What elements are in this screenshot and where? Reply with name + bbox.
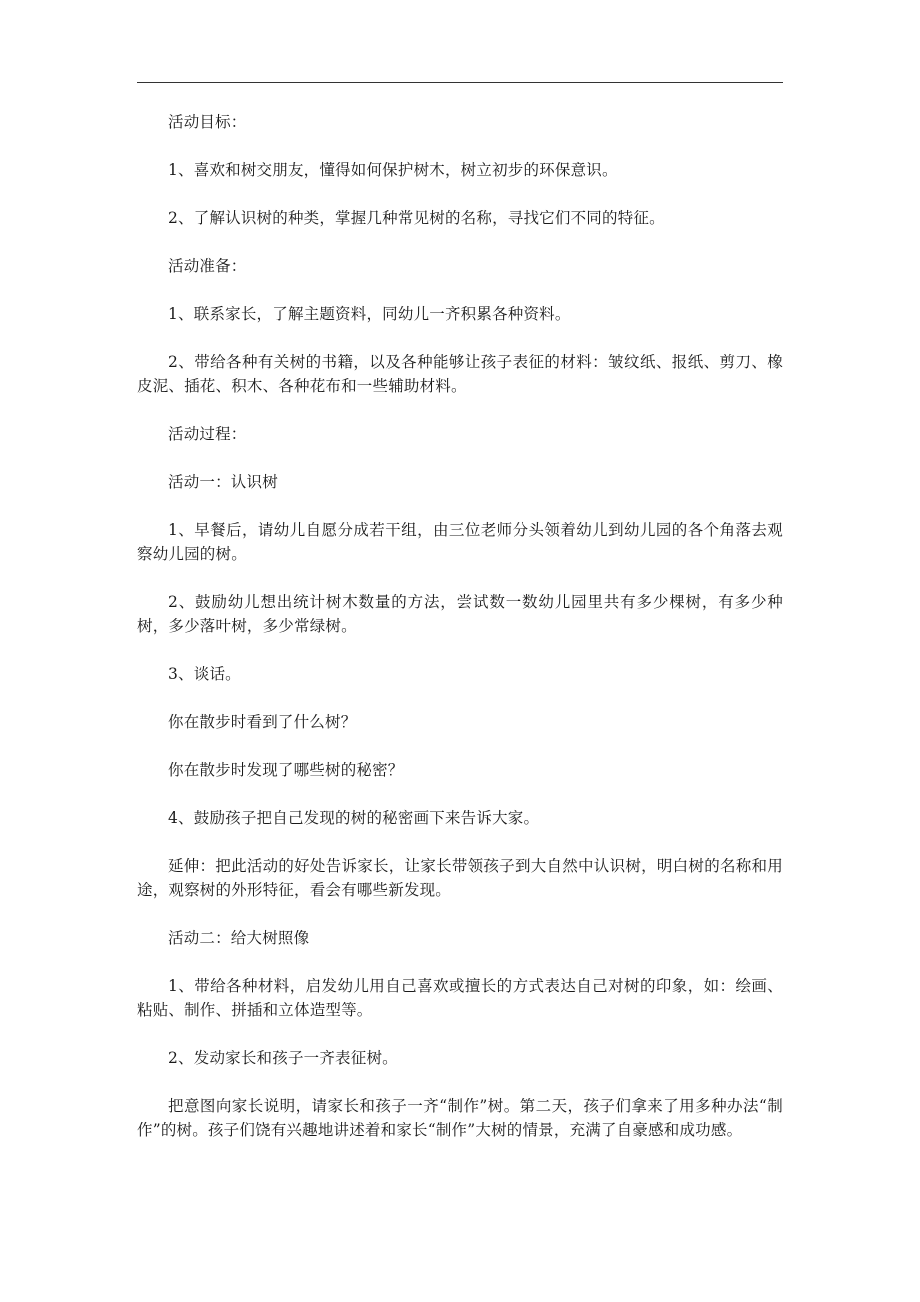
paragraph: 1、带给各种材料，启发幼儿用自己喜欢或擅长的方式表达自己对树的印象，如：绘画、粘贴、制作、拼插和立体造型等。: [137, 977, 783, 1019]
section-heading-preparation: 活动准备：: [168, 257, 247, 275]
paragraph: 2、发动家长和孩子一齐表征树。: [168, 1049, 398, 1067]
activity-heading-2: 活动二：给大树照像: [168, 929, 310, 947]
paragraph: 你在散步时看到了什么树？: [168, 713, 357, 731]
paragraph: 延伸：把此活动的好处告诉家长，让家长带领孩子到大自然中认识树，明白树的名称和用途，观察树的外形特征，看会有哪些新发现。: [137, 857, 783, 899]
paragraph: 2、了解认识树的种类，掌握几种常见树的名称，寻找它们不同的特征。: [168, 209, 665, 227]
header-rule: [137, 82, 783, 83]
paragraph: 4、鼓励孩子把自己发现的树的秘密画下来告诉大家。: [168, 809, 540, 827]
section-heading-goals: 活动目标：: [168, 113, 247, 131]
paragraph: 2、鼓励幼儿想出统计树木数量的方法，尝试数一数幼儿园里共有多少棵树，有多少种树，多少落叶树，多少常绿树。: [137, 593, 783, 635]
paragraph: 你在散步时发现了哪些树的秘密？: [168, 761, 404, 779]
activity-heading-1: 活动一：认识树: [168, 473, 278, 491]
paragraph: 1、早餐后，请幼儿自愿分成若干组，由三位老师分头领着幼儿到幼儿园的各个角落去观察幼儿园的树。: [137, 521, 783, 563]
paragraph: 2、带给各种有关树的书籍，以及各种能够让孩子表征的材料：皱纹纸、报纸、剪刀、橡皮泥、插花、积木、各种花布和一些辅助材料。: [137, 353, 783, 395]
document-body: [137, 110, 783, 1166]
paragraph: 1、联系家长，了解主题资料，同幼儿一齐积累各种资料。: [168, 305, 571, 323]
paragraph: 3、谈话。: [168, 665, 241, 683]
section-heading-process: 活动过程：: [168, 425, 247, 443]
paragraph: 把意图向家长说明，请家长和孩子一齐“制作”树。第二天，孩子们拿来了用多种办法“制作”的树。孩子们饶有兴趣地讲述着和家长“制作”大树的情景，充满了自豪感和成功感。: [137, 1097, 783, 1139]
paragraph: 1、喜欢和树交朋友，懂得如何保护树木，树立初步的环保意识。: [168, 161, 618, 179]
